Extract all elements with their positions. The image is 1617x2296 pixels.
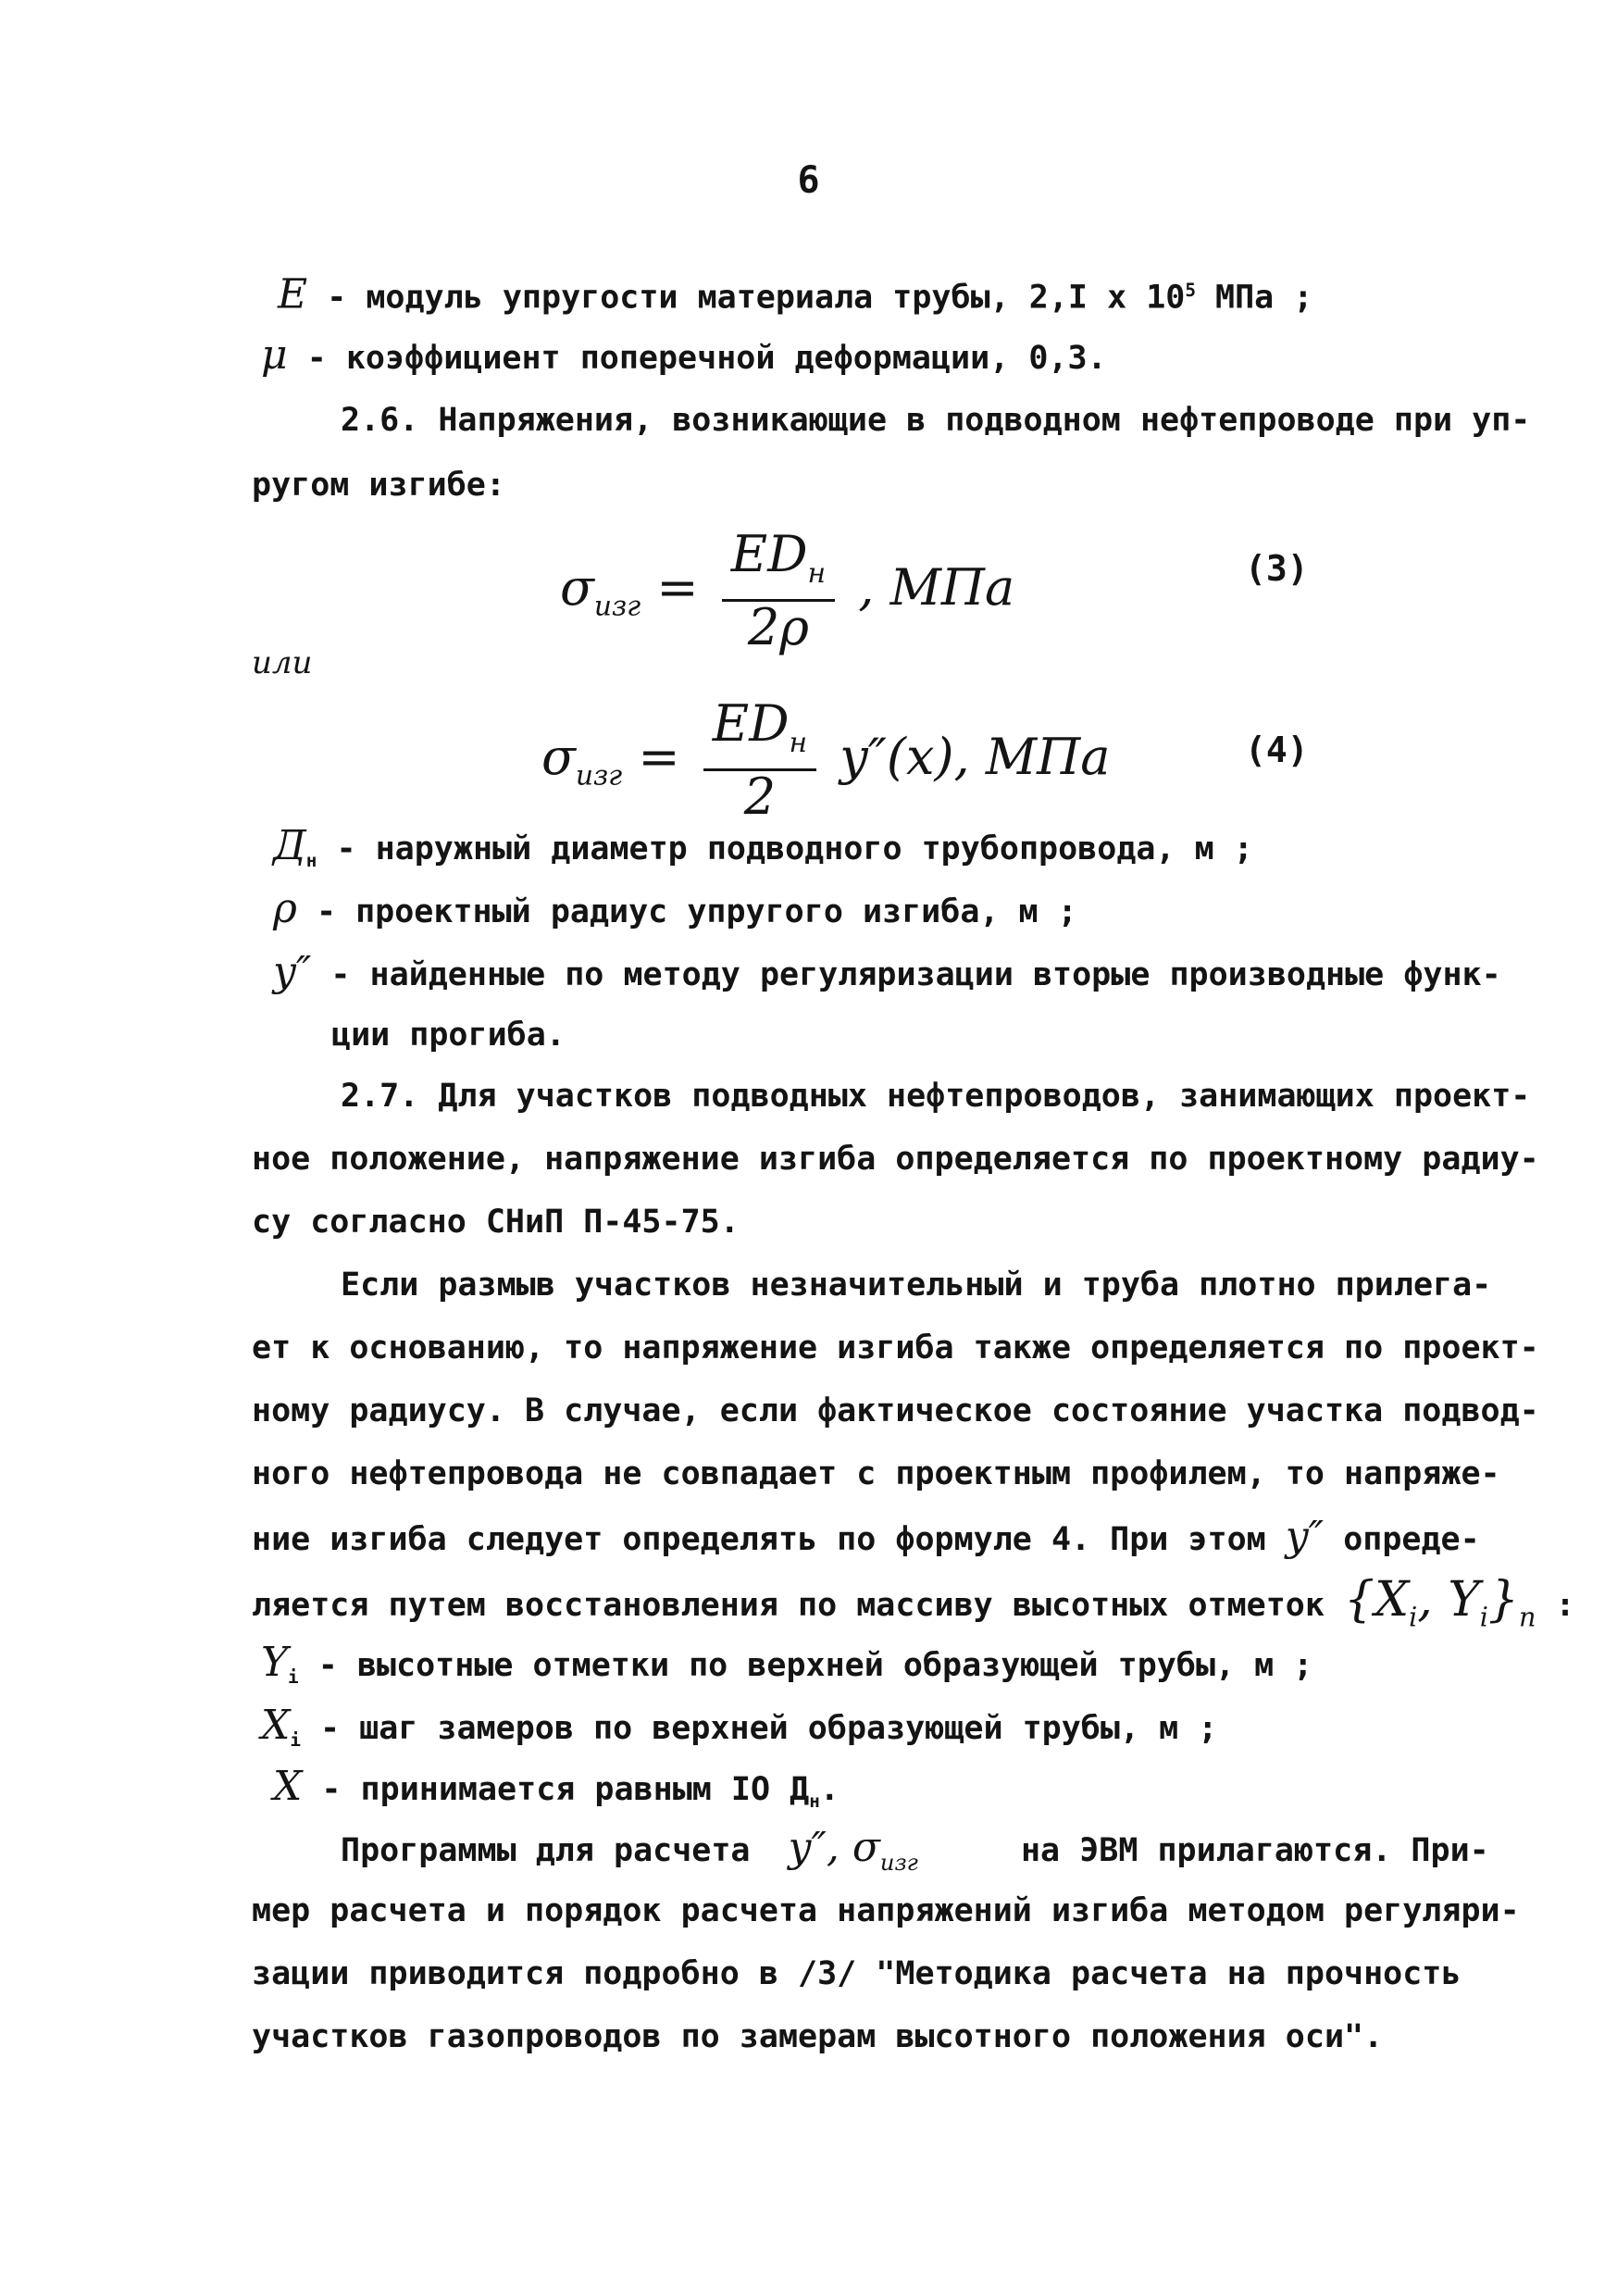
formula-4-eq: = (638, 727, 680, 786)
symbol-y-second: y″ (273, 948, 312, 995)
paragraph-programs-line-3: зации приводится подробно в /3/ "Методика расчета на прочность (252, 1955, 1462, 1992)
formula-3-lhs: σ (560, 557, 594, 617)
def-second-derivative (273, 950, 1501, 997)
def-height-marks-text: - высотные отметки по верхней образующей трубы, м ; (317, 1647, 1313, 1684)
formula-3-lhs-sub: изг (593, 590, 641, 623)
set-close: } (1487, 1572, 1519, 1628)
paragraph-if-line-6-a: ляется путем восстановления по массиву высотных отметок (252, 1587, 1325, 1624)
def-bending-radius-text: - проектный радиус упругого изгиба, м ; (316, 893, 1077, 930)
symbol-xi: X (261, 1702, 291, 1749)
page-number: 6 (797, 159, 820, 202)
def-elastic-modulus (278, 268, 1312, 320)
def-bending-radius (273, 887, 1077, 934)
formula-4-num-text: ED (712, 694, 790, 753)
symbol-e: E (278, 270, 308, 318)
symbol-mu: μ (261, 331, 288, 379)
formula-4-num-sub: н (789, 726, 808, 759)
equation-number-3: (3) (1245, 548, 1309, 589)
symbol-d-sub: н (305, 850, 317, 871)
symbol-xi-sub: i (290, 1729, 301, 1751)
paragraph-programs-line-1-b: на ЭВМ прилагаются. При- (1020, 1832, 1489, 1869)
word-or: или (252, 644, 313, 681)
paragraph-programs-line-1-a: Программы для расчета (341, 1832, 751, 1869)
set-sub-n: n (1518, 1601, 1536, 1633)
symbol-yi-sub: i (288, 1666, 299, 1688)
symbol-y-second-inline: y″ (1285, 1513, 1325, 1560)
symbol-d: Д (273, 822, 306, 869)
formula-3-num-sub: н (807, 556, 827, 590)
def-elastic-modulus-text: - модуль упругости материала трубы, 2,I x 10 (327, 279, 1186, 317)
symbol-rho: ρ (273, 885, 297, 932)
section-2-7-line-1: 2.7. Для участков подводных нефтепроводов, занимающих проект- (341, 1078, 1531, 1115)
formula-4-lhs-sub: изг (575, 759, 623, 792)
symbol-x: X (273, 1763, 303, 1810)
set-mid: , Y (1417, 1572, 1480, 1628)
def-x-equals-tail: . (819, 1771, 840, 1808)
def-poisson-ratio (261, 333, 1107, 381)
def-elastic-modulus-unit: МПа ; (1195, 279, 1313, 317)
def-height-marks (261, 1641, 1312, 1700)
section-2-6-line-2: ругом изгибе: (252, 467, 505, 504)
paragraph-if-line-6 (252, 1572, 1575, 1639)
paragraph-programs-line-2: мер расчета и порядок расчета напряжений изгиба методом регуляри- (252, 1892, 1520, 1929)
def-x-equals (273, 1765, 840, 1824)
formula-4-fraction (703, 694, 816, 826)
def-x-equals-sub: н (809, 1791, 820, 1812)
set-sub-2: i (1479, 1601, 1488, 1633)
def-measurement-step (261, 1703, 1217, 1763)
def-second-derivative-text: - найденные по методу регуляризации вторые производные функ- (330, 956, 1501, 993)
set-open: {X (1344, 1572, 1410, 1628)
paragraph-if-line-5 (252, 1515, 1480, 1562)
formula-3-eq: = (656, 557, 699, 617)
symbol-yi: Y (261, 1639, 289, 1686)
formula-4-tail: y″(x), МПа (840, 727, 1111, 786)
paragraph-if-line-3: ному радиусу. В случае, если фактическое состояние участка подвод- (252, 1392, 1539, 1429)
section-2-7-line-2: ное положение, напряжение изгиба определяется по проектному радиу- (252, 1141, 1539, 1178)
def-x-equals-text: - принимается равным IO Д (321, 1771, 810, 1808)
paragraph-if-line-2: ет к основанию, то напряжение изгиба также определяется по проект- (252, 1329, 1539, 1366)
paragraph-if-line-4: ного нефтепровода не совпадает с проектным профилем, то напряже- (252, 1455, 1500, 1492)
equation-number-4: (4) (1245, 730, 1309, 770)
paragraph-if-line-5-a: ние изгиба следует определять по формуле 4. При этом (252, 1521, 1266, 1558)
symbol-programs-text: y″, σ (788, 1824, 880, 1871)
def-elastic-modulus-exponent: 5 (1185, 280, 1196, 301)
formula-4-denominator: 2 (743, 767, 777, 826)
def-outer-diameter-text: - наружный диаметр подводного трубопровода, м ; (336, 830, 1253, 867)
formula-3-numerator (722, 525, 835, 602)
symbol-programs (788, 1824, 918, 1876)
paragraph-if-line-5-b: опреде- (1343, 1521, 1480, 1558)
paragraph-programs-line-4: участков газопроводов по замерам высотного положения оси". (252, 2018, 1384, 2055)
symbol-programs-sub: изг (879, 1849, 918, 1876)
def-poisson-ratio-text: - коэффициент поперечной деформации, 0,3. (306, 340, 1107, 377)
section-2-7-line-3: су согласно СНиП П-45-75. (252, 1204, 740, 1241)
formula-4-lhs: σ (541, 727, 576, 786)
paragraph-if-line-1: Если размыв участков незначительный и труба плотно прилега- (341, 1267, 1492, 1304)
paragraph-programs-line-1 (341, 1826, 1489, 1885)
section-2-6-line-1: 2.6. Напряжения, возникающие в подводном нефтепроводе при уп- (341, 402, 1531, 439)
formula-4 (541, 694, 1111, 826)
def-measurement-step-text: - шаг замеров по верхней образующей трубы, м ; (320, 1710, 1218, 1747)
formula-3-num-text: ED (730, 525, 808, 583)
def-outer-diameter (273, 824, 1253, 883)
formula-3-denominator: 2ρ (747, 597, 809, 656)
formula-4-numerator (703, 694, 816, 771)
paragraph-if-line-6-b: : (1555, 1587, 1575, 1624)
formula-3-unit: , МПа (858, 557, 1015, 617)
def-second-derivative-cont: ции прогиба. (331, 1017, 566, 1054)
formula-3-fraction (722, 525, 835, 656)
height-array-set (1344, 1572, 1536, 1633)
formula-3 (560, 525, 1015, 656)
set-sub-1: i (1409, 1601, 1418, 1633)
